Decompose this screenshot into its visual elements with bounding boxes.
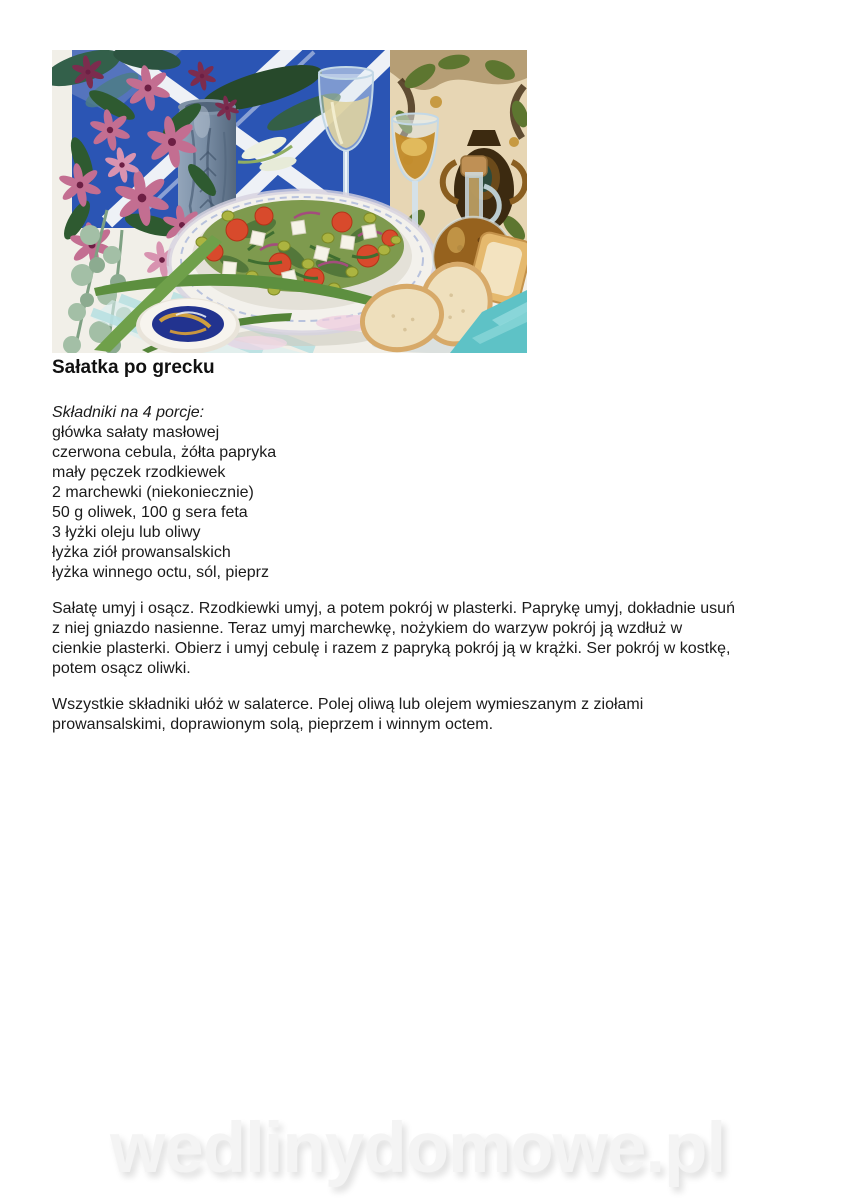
instructions-line: cienkie plasterki. Obierz i umyj cebulę i razem z papryką pokrój ją w krążki. Ser pokrój w kostkę, bbox=[52, 640, 731, 657]
instructions-line: Wszystkie składniki ułóż w salaterce. Polej oliwą lub olejem wymieszanym z ziołami bbox=[52, 696, 644, 713]
recipe-photo bbox=[52, 50, 527, 353]
recipe-photo-illustration bbox=[52, 50, 527, 353]
instructions-line: z niej gniazdo nasienne. Teraz umyj marchewkę, nożykiem do warzyw pokrój ją wzdłuż w bbox=[52, 620, 683, 637]
ingredient-line-6: 3 łyżki oleju lub oliwy bbox=[52, 524, 201, 541]
ingredients-section bbox=[52, 403, 792, 583]
decorative-plate bbox=[136, 298, 240, 353]
instructions-line: potem osącz oliwki. bbox=[52, 660, 191, 677]
ingredient-line-7: łyżka ziół prowansalskich bbox=[52, 544, 231, 561]
instructions-line: Sałatę umyj i osącz. Rzodkiewki umyj, a potem pokrój w plasterki. Paprykę umyj, dokładnie usuń bbox=[52, 600, 735, 617]
recipe-content bbox=[52, 357, 792, 735]
servings-header: Składniki na 4 porcje: bbox=[52, 404, 205, 421]
instructions-line: prowansalskimi, doprawionym solą, pieprzem i winnym octem. bbox=[52, 716, 494, 733]
ingredient-line-1: główka sałaty masłowej bbox=[52, 424, 220, 441]
ingredient-line-4: 2 marchewki (niekoniecznie) bbox=[52, 484, 254, 501]
ingredient-line-5: 50 g oliwek, 100 g sera feta bbox=[52, 504, 248, 521]
ingredient-line-2: czerwona cebula, żółta papryka bbox=[52, 444, 277, 461]
ingredient-line-8: łyżka winnego octu, sól, pieprz bbox=[52, 564, 269, 581]
instructions-paragraph-2 bbox=[52, 695, 792, 735]
instructions-paragraph-1 bbox=[52, 599, 792, 679]
watermark: wedlinydomowe.pl bbox=[110, 1109, 726, 1188]
ingredient-line-3: mały pęczek rzodkiewek bbox=[52, 464, 226, 481]
recipe-title: Sałatka po grecku bbox=[52, 357, 215, 378]
